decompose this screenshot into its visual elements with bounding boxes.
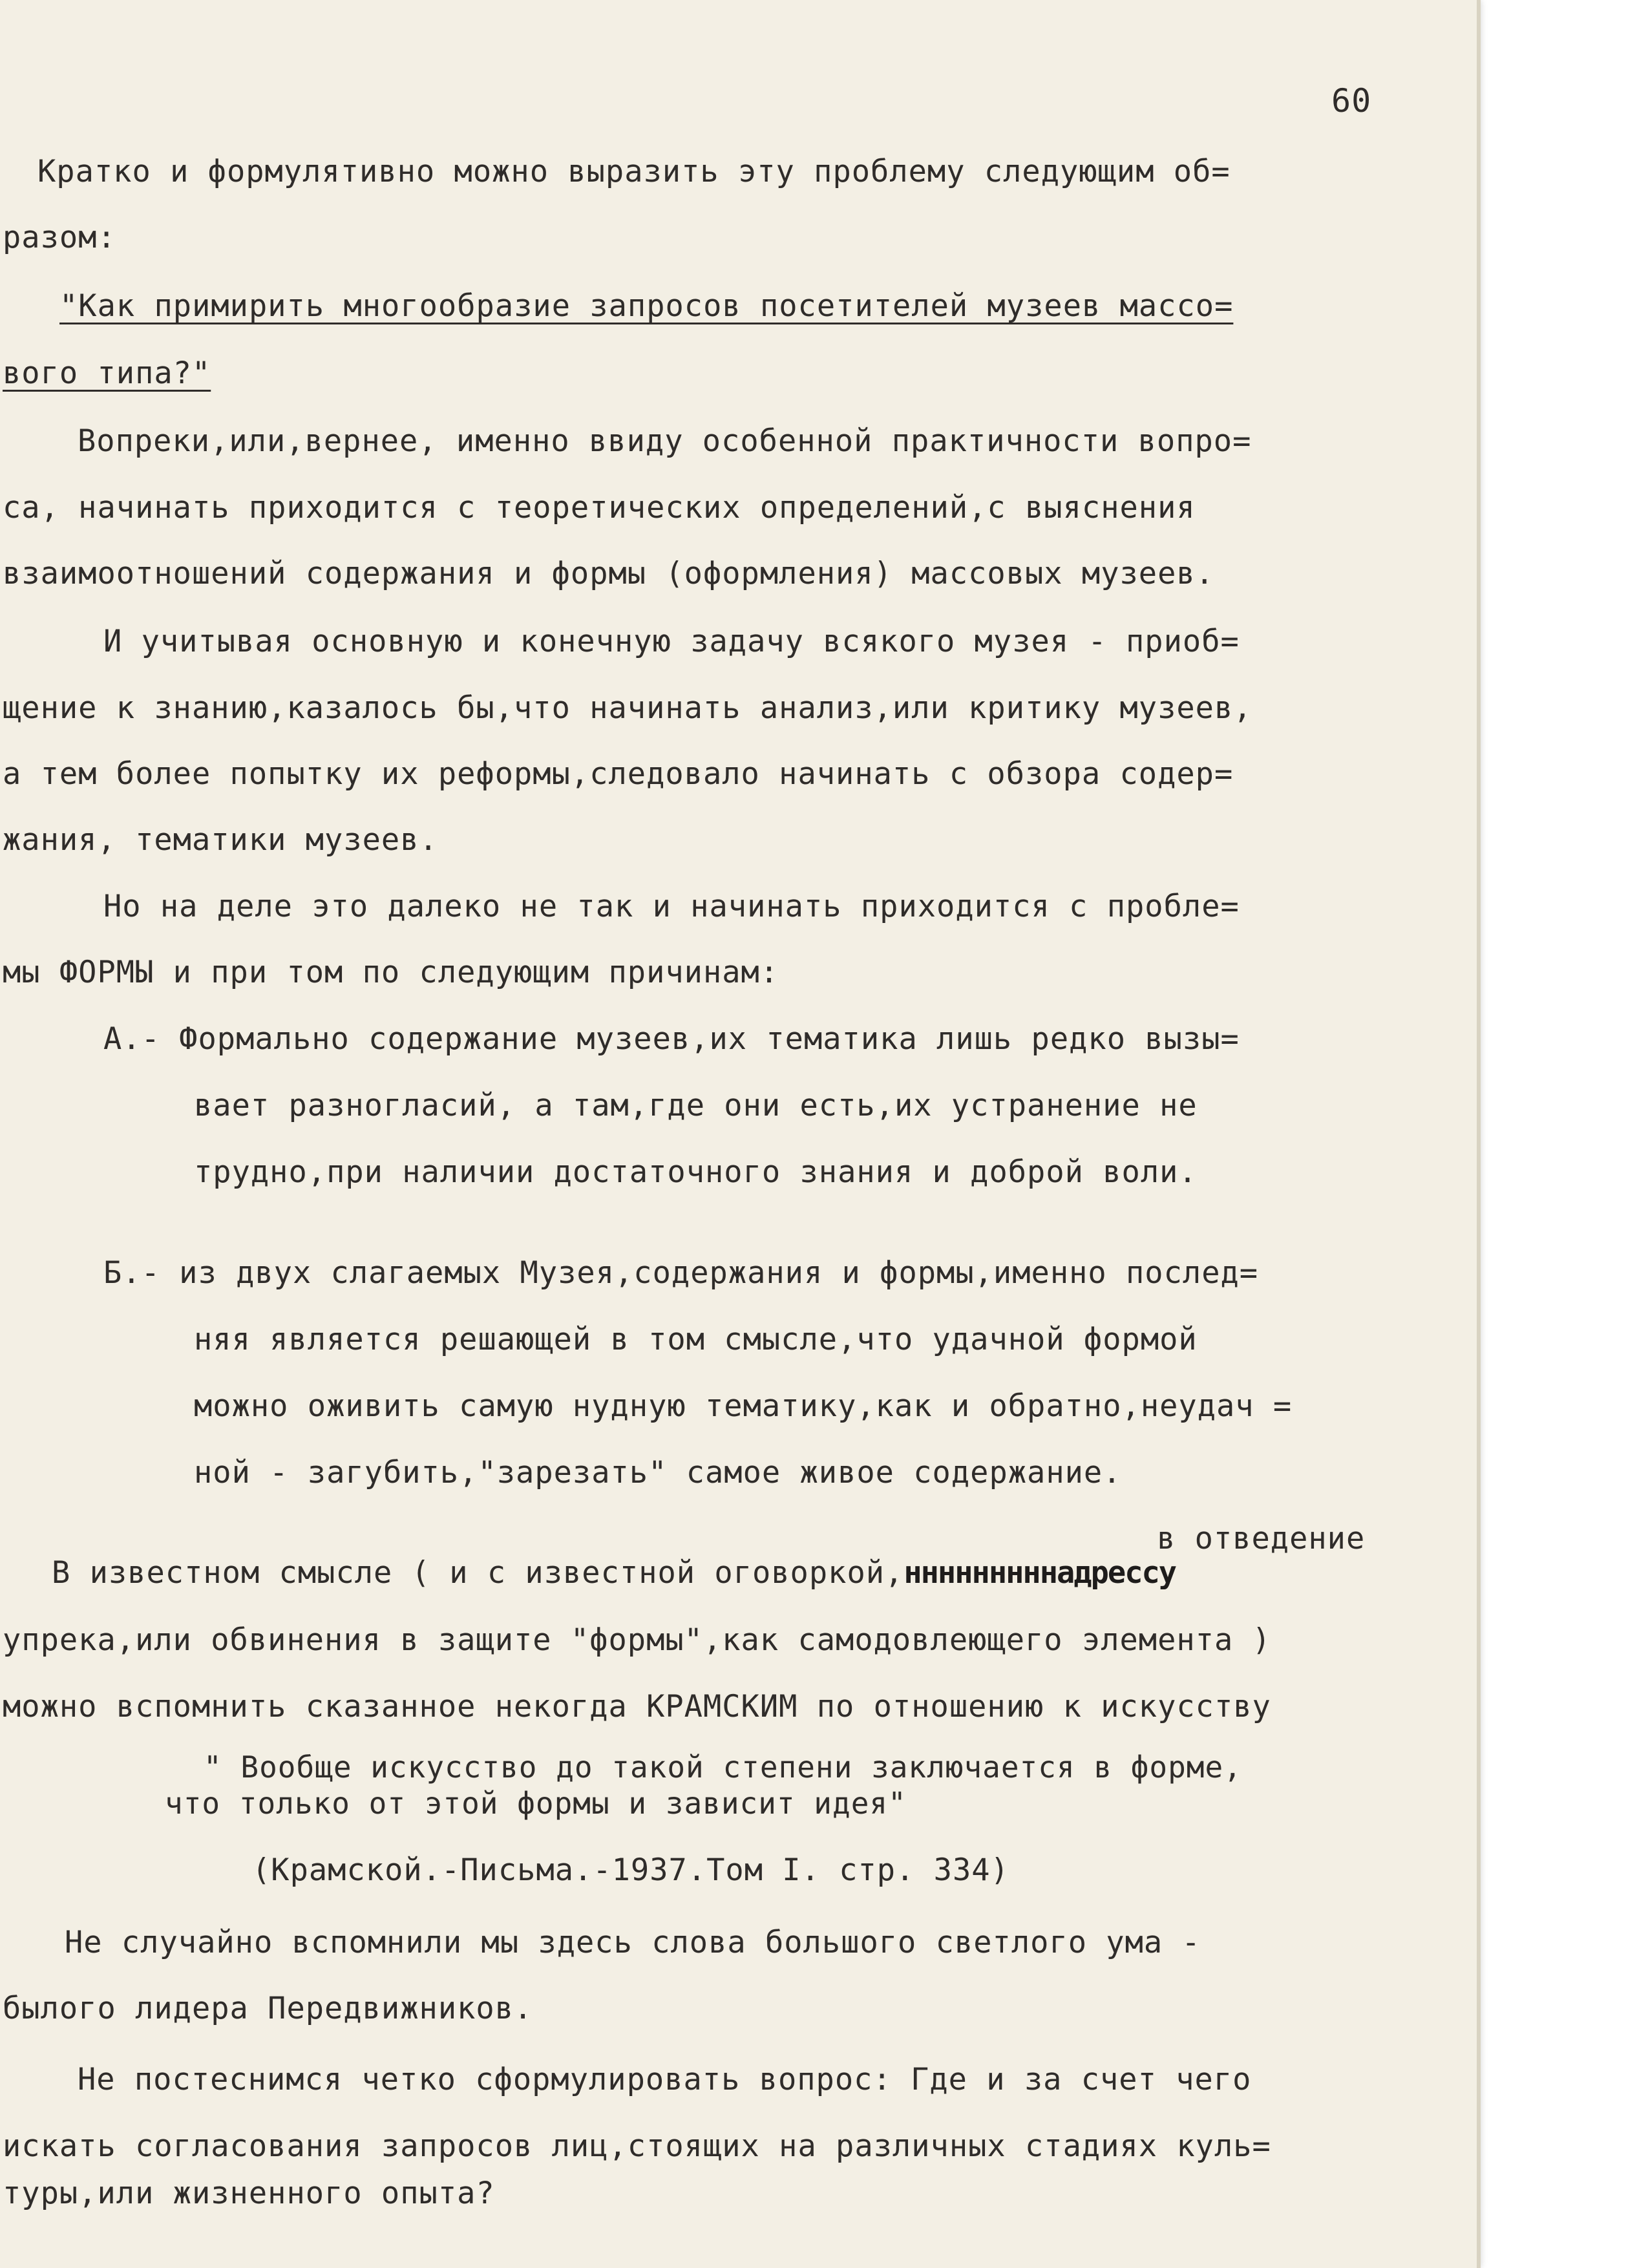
- quote-line-1: " Вообще искусство до такой степени заключается в форме,: [204, 1750, 1242, 1785]
- text-line-28: Не случайно вспомнили мы здесь слова большого светлого ума -: [65, 1925, 1201, 1960]
- page-number: 60: [1331, 82, 1372, 120]
- text-line-22-text: В известном смысле ( и с известной оговоркой,: [52, 1555, 904, 1591]
- text-line-6: са, начинать приходится с теоретических определений,с выяснения: [3, 490, 1196, 525]
- text-line-9: щение к знанию,казалось бы,что начинать анализ,или критику музеев,: [3, 690, 1252, 726]
- text-line-5: Вопреки,или,вернее, именно ввиду особенной практичности вопро=: [78, 423, 1252, 459]
- underlined-question-line-2: вого типа?": [3, 355, 211, 391]
- text-line-1: Кратко и формулятивно можно выразить эту проблему следующим об=: [37, 154, 1231, 189]
- list-item-a-line-2: вает разногласий, а там,где они есть,их устранение не: [194, 1088, 1198, 1123]
- text-line-13: мы ФОРМЫ и при том по следующим причинам:: [3, 955, 779, 990]
- text-line-12: Но на деле это далеко не так и начинать приходится с пробле=: [103, 889, 1240, 924]
- text-line-30: Не постеснимся четко сформулировать вопрос: Где и за счет чего: [78, 2062, 1252, 2097]
- quote-line-2: что только от этой формы и зависит идея": [165, 1786, 907, 1821]
- citation: (Крамской.-Письма.-1937.Том I. стр. 334): [252, 1852, 1009, 1888]
- text-line-7: взаимоотношений содержания и формы (оформления) массовых музеев.: [3, 556, 1214, 591]
- list-item-b-line-1: Б.- из двух слагаемых Музея,содержания и формы,именно послед=: [103, 1255, 1259, 1291]
- text-line-10: а тем более попытку их реформы,следовало начинать с обзора содер=: [3, 756, 1234, 792]
- list-item-b-line-4: ной - загубить,"зарезать" самое живое содержание.: [194, 1455, 1122, 1490]
- text-line-11: жания, тематики музеев.: [3, 822, 438, 858]
- page-edge: [1477, 0, 1481, 2268]
- text-line-29: былого лидера Передвижников.: [3, 1991, 533, 2026]
- underlined-question-line-1: "Как примирить многообразие запросов посетителей музеев массо=: [59, 288, 1234, 324]
- interlinear-insertion: в отведение: [1157, 1521, 1366, 1556]
- text-line-23: упрека,или обвинения в защите "формы",как самодовлеющего элемента ): [3, 1622, 1271, 1658]
- list-item-b-line-2: няя является решающей в том смысле,что удачной формой: [194, 1322, 1198, 1357]
- text-line-24: можно вспомнить сказанное некогда КРАМСКИМ по отношению к искусству: [3, 1689, 1271, 1724]
- text-line-2: разом:: [3, 220, 116, 255]
- list-item-b-line-3: можно оживить самую нудную тематику,как и обратно,неудач =: [194, 1388, 1293, 1424]
- text-line-8: И учитывая основную и конечную задачу всякого музея - приоб=: [103, 624, 1240, 659]
- list-item-a-line-1: А.- Формально содержание музеев,их тематика лишь редко вызы=: [103, 1021, 1240, 1057]
- list-item-a-line-3: трудно,при наличии достаточного знания и доброй воли.: [194, 1154, 1198, 1190]
- text-line-31: искать согласования запросов лиц,стоящих на различных стадиях куль=: [3, 2128, 1271, 2164]
- text-line-22: [52, 1555, 1176, 1591]
- text-line-32: туры,или жизненного опыта?: [3, 2176, 495, 2211]
- struck-out-text: нннннннннадрессу: [903, 1555, 1176, 1591]
